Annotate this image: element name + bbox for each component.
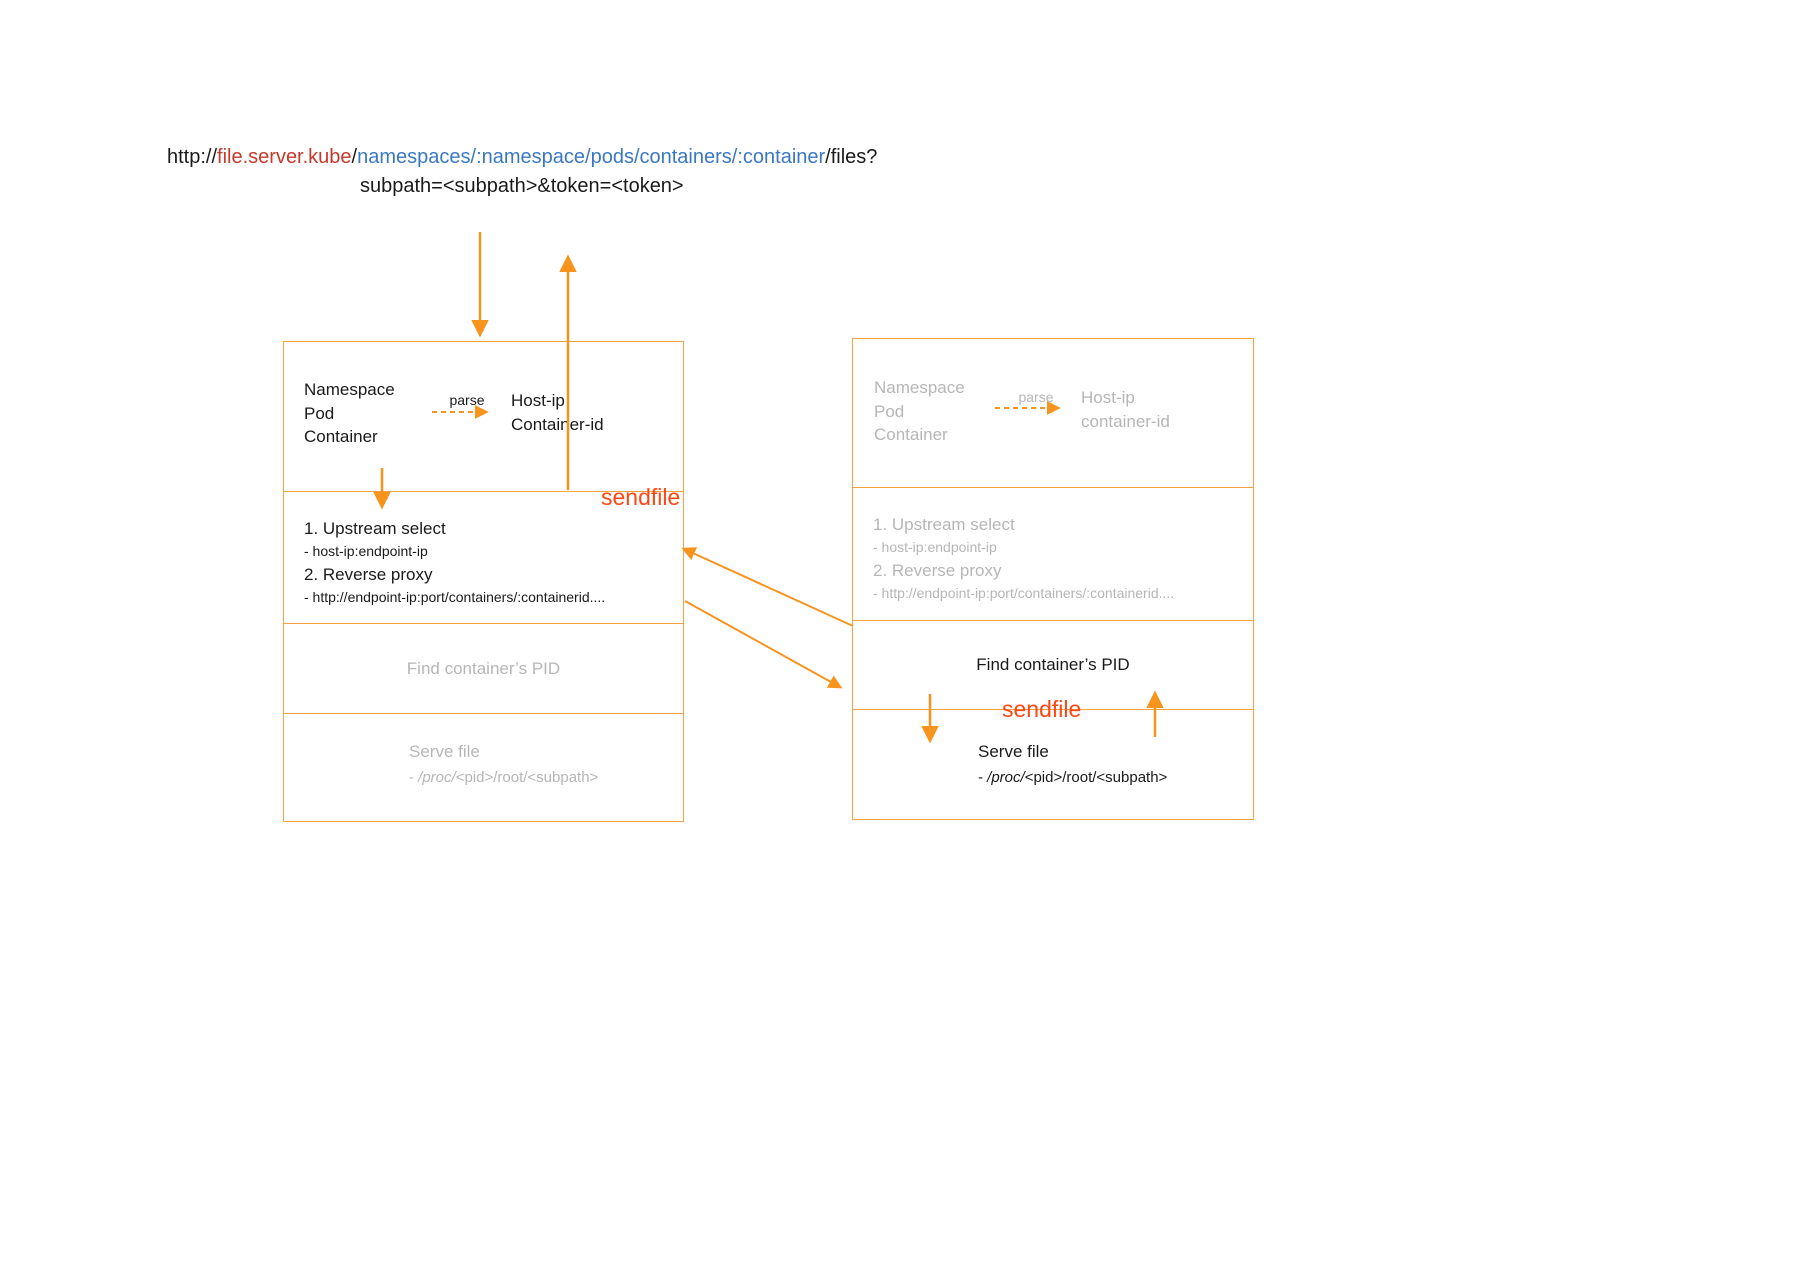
node-server-resolve-section bbox=[853, 339, 1253, 487]
proxy-steps bbox=[304, 519, 605, 611]
serve-path-rest: <pid>/root/<subpath> bbox=[1024, 769, 1168, 786]
serve-path-rest: <pid>/root/<subpath> bbox=[455, 769, 599, 786]
file-server-findpid-section bbox=[284, 623, 683, 713]
node-server-box bbox=[852, 338, 1254, 820]
proxy-step-line: - host-ip:endpoint-ip bbox=[873, 539, 997, 555]
serve-file-block bbox=[409, 742, 598, 786]
node-server-serve-section bbox=[853, 709, 1253, 821]
resolve-output-line: Container-id bbox=[511, 414, 604, 434]
sendfile-label-left: sendfile bbox=[601, 484, 681, 510]
proxy-step-line: - host-ip:endpoint-ip bbox=[304, 543, 428, 559]
proxy-step-line: 1. Upstream select bbox=[873, 515, 1015, 534]
sendfile-response-diagonal-arrow bbox=[684, 549, 853, 626]
resolve-output-stack bbox=[511, 389, 604, 436]
file-server-resolve-section bbox=[284, 342, 683, 491]
node-server-proxy-section bbox=[853, 487, 1253, 620]
serve-path-proc: /proc/ bbox=[987, 769, 1025, 786]
file-server-box bbox=[283, 341, 684, 822]
proxy-step-line: 1. Upstream select bbox=[304, 519, 446, 538]
resolve-input-stack bbox=[874, 376, 965, 447]
proxy-step-line: 2. Reverse proxy bbox=[304, 565, 433, 584]
serve-file-title: Serve file bbox=[978, 742, 1049, 761]
proxy-steps bbox=[873, 515, 1174, 607]
serve-file-path bbox=[409, 769, 598, 786]
resolve-input-stack bbox=[304, 378, 395, 449]
url-scheme: http:// bbox=[167, 146, 218, 168]
find-pid-text: Find container’s PID bbox=[406, 658, 561, 678]
url-tail: /files? bbox=[825, 146, 878, 168]
request-url-line bbox=[167, 146, 877, 169]
parse-label: parse bbox=[1018, 389, 1054, 405]
proxy-step-line: 2. Reverse proxy bbox=[873, 561, 1002, 580]
url-separator: / bbox=[351, 146, 358, 168]
resolve-input-line: Pod bbox=[304, 403, 335, 423]
serve-path-prefix: - bbox=[409, 769, 419, 786]
serve-file-block bbox=[978, 742, 1167, 786]
serve-path-prefix: - bbox=[978, 769, 988, 786]
proxy-step-line: - http://endpoint-ip:port/containers/:containerid.... bbox=[304, 589, 606, 605]
url-path: namespaces/:namespace/pods/containers/:container bbox=[357, 146, 826, 168]
proxy-step-line: - http://endpoint-ip:port/containers/:containerid.... bbox=[873, 585, 1175, 601]
serve-file-title: Serve file bbox=[409, 742, 480, 761]
serve-path-proc: /proc/ bbox=[418, 769, 456, 786]
resolve-input-line: Namespace bbox=[874, 378, 965, 397]
request-url-query: subpath=<subpath>&token=<token> bbox=[360, 175, 684, 197]
find-pid-text: Find container’s PID bbox=[976, 655, 1130, 674]
parse-label: parse bbox=[449, 392, 485, 408]
serve-file-path bbox=[978, 769, 1167, 786]
resolve-input-line: Container bbox=[304, 427, 378, 446]
resolve-input-line: Pod bbox=[874, 401, 905, 421]
resolve-output-stack bbox=[1081, 386, 1170, 433]
resolve-output-line: Host-ip bbox=[1081, 388, 1135, 407]
sendfile-label-right: sendfile bbox=[1002, 696, 1082, 722]
file-server-serve-section bbox=[284, 713, 683, 823]
resolve-input-line: Namespace bbox=[304, 380, 395, 399]
resolve-output-line: Host-ip bbox=[511, 391, 565, 410]
url-host: file.server.kube bbox=[217, 146, 352, 168]
resolve-input-line: Container bbox=[874, 425, 948, 444]
resolve-output-line: container-id bbox=[1081, 411, 1170, 431]
proxy-request-diagonal-arrow bbox=[685, 601, 840, 687]
